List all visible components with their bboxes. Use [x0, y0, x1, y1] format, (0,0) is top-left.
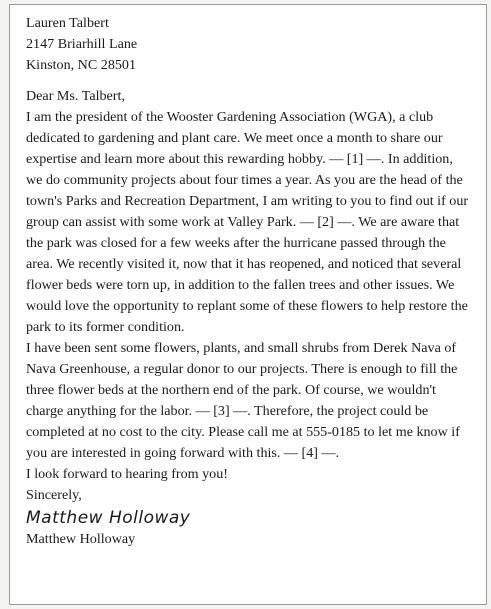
salutation: Dear Ms. Talbert,: [26, 88, 125, 104]
closing: Sincerely,: [26, 487, 82, 503]
body-paragraph-2: I have been sent some flowers, plants, and small shrubs from Derek Nava of Nava Greenhouse, a regular donor to our projects. There is enough to fill the three flower beds at the northern end of the park. Of course, we wouldn't charge anything for the labor. — [3] —. Therefore, the project could be completed at no cost to the city. Please call me at 555-0185 to let me know if you are interested in going forward with this. — [4] —.: [26, 340, 460, 461]
signer-name: Matthew Holloway: [26, 531, 136, 547]
body-paragraph-3: I look forward to hearing from you!: [26, 466, 228, 482]
letter: [9, 4, 487, 605]
address-line: Lauren Talbert: [26, 15, 109, 31]
handwritten-signature: Matthew Holloway: [26, 508, 191, 528]
body-paragraph-1: I am the president of the Wooster Gardening Association (WGA), a club dedicated to gardening and plant care. We meet once a month to share our expertise and learn more about this rewarding hobby. — [1] —. In addition, we do community projects about four times a year. As you are the head of the town's Parks and Recreation Department, I am writing to you to find out if our group can assist with some work at Valley Park. — [2] —. We are aware that the park was closed for a few weeks after the hurricane passed through the area. We recently visited it, now that it has reopened, and noticed that several flower beds were torn up, in addition to the fallen trees and other issues. We would love the opportunity to replant some of these flowers to help restore the park to its former condition.: [26, 109, 469, 335]
address-line: Kinston, NC 28501: [26, 57, 137, 73]
recipient-address: [26, 13, 470, 76]
address-line: 2147 Briarhill Lane: [26, 36, 138, 52]
